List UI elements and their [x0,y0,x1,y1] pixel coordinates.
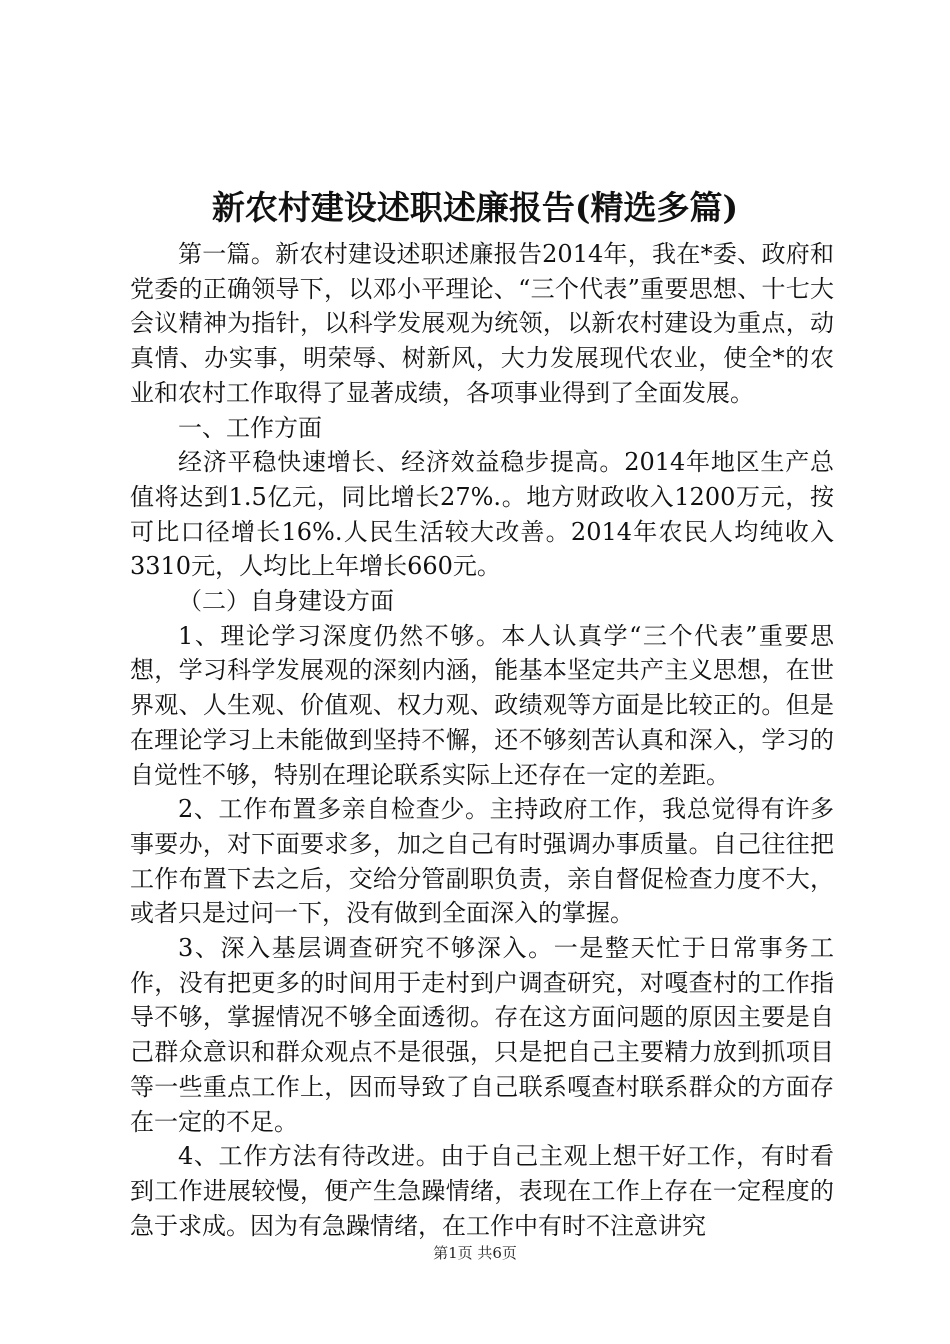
page-footer: 第1页 共6页 [433,1244,517,1262]
document-body [130,237,834,1243]
paragraph-item-2: 2、工作布置多亲自检查少。主持政府工作，我总觉得有许多事要办，对下面要求多，加之自己有时强调办事质量。自己往往把工作布置下去之后，交给分管副职负责，亲自督促检查力度不大，或者只是过问一下，没有做到全面深入的掌握。 [130,795,834,928]
paragraph-item-3: 3、深入基层调查研究不够深入。一是整天忙于日常事务工作，没有把更多的时间用于走村到户调查研究，对嘎查村的工作指导不够，掌握情况不够全面透彻。存在这方面问题的原因主要是自己群众意识和群众观点不是很强，只是把自己主要精力放到抓项目等一些重点工作上，因而导致了自己联系嘎查村联系群众的方面存在一定的不足。 [130,934,834,1136]
document-title: 新农村建设述职述廉报告(精选多篇) [211,188,739,227]
paragraph-item-4: 4、工作方法有待改进。由于自己主观上想干好工作，有时看到工作进展较慢，便产生急躁情绪，表现在工作上存在一定程度的急于求成。因为有急躁情绪，在工作中有时不注意讲究 [130,1142,834,1240]
section-heading-self-building: （二）自身建设方面 [178,587,394,616]
paragraph-intro: 第一篇。新农村建设述职述廉报告2014年，我在*委、政府和党委的正确领导下，以邓小平理论、“三个代表”重要思想、十七大会议精神为指针，以科学发展观为统领，以新农村建设为重点，动真情、办实事，明荣辱、树新风，大力发展现代农业，使全*的农业和农村工作取得了显著成绩，各项事业得到了全面发展。 [130,240,834,407]
paragraph-economy: 经济平稳快速增长、经济效益稳步提高。2014年地区生产总值将达到1.5亿元，同比增长27%.。地方财政收入1200万元，按可比口径增长16%.人民生活较大改善。2014年农民人均纯收入3310元，人均比上年增长660元。 [130,448,834,581]
section-heading-work: 一、工作方面 [178,413,322,442]
paragraph-item-1: 1、理论学习深度仍然不够。本人认真学“三个代表”重要思想，学习科学发展观的深刻内涵，能基本坚定共产主义思想，在世界观、人生观、价值观、权力观、政绩观等方面是比较正的。但是在理论学习上未能做到坚持不懈，还不够刻苦认真和深入，学习的自觉性不够，特别在理论联系实际上还存在一定的差距。 [130,621,834,789]
